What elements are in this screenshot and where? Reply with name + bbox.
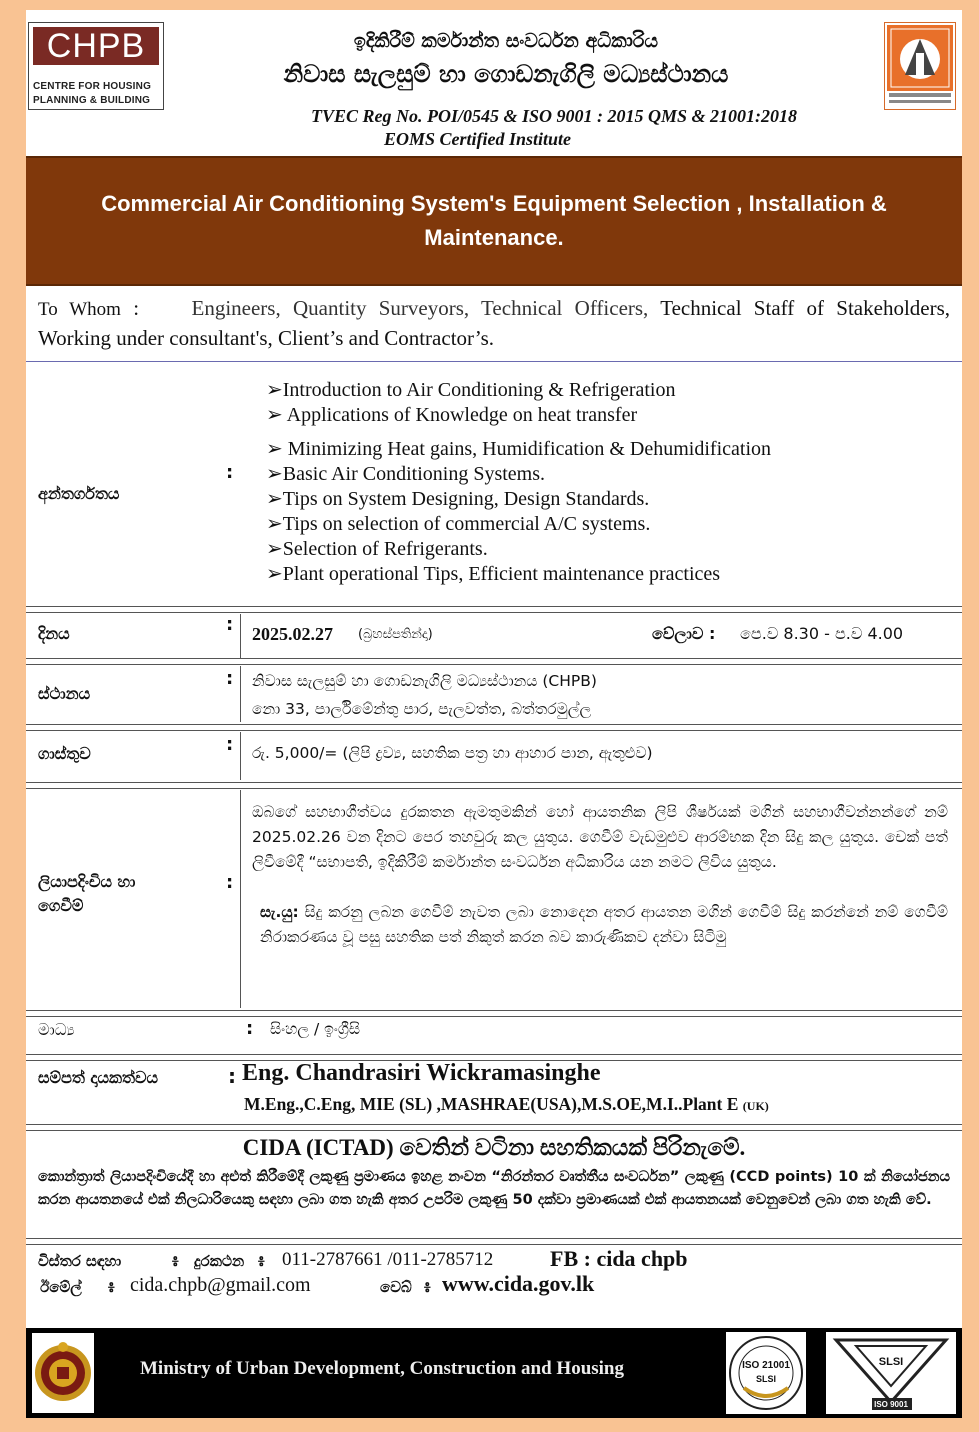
list-item: ➢Plant operational Tips, Efficient maintenance practices [266,563,721,585]
resource-quals-suffix: (UK) [742,1099,769,1113]
phone-label: දුරකථන [194,1252,245,1270]
cida-logo-icon [885,23,955,109]
date-label: දිනය [38,624,70,643]
resource-label: සම්පත් දායකත්වය [38,1068,159,1087]
divider [26,730,962,731]
national-emblem [32,1333,94,1413]
email-value: cida.chpb@gmail.com [130,1274,311,1296]
course-title-line-1: Commercial Air Conditioning System's Equipment Selection , Installation & [101,191,887,216]
audience-colon: : [133,296,140,320]
column-divider [240,790,241,1008]
centre-name: නිවාස සැලසුම් හා ගොඩනැගිලි මධ්‍යස්ථානය [283,60,729,88]
divider [26,1016,962,1017]
contact-separator: ៖ [172,1254,179,1270]
registration-text [252,800,948,875]
audience-text-1: Engineers, Quantity Surveyors, Technical Officers, [191,296,649,320]
registration-label-1: ලියාපදිංචිය හා [38,872,136,891]
list-item: ➢ Applications of Knowledge on heat transfer [266,404,638,426]
fee-label: ගාස්තුව [38,744,91,763]
resource-name: Eng. Chandrasiri Wickramasinghe [242,1060,601,1086]
slsi-text: SLSI [878,1356,904,1368]
column-divider [240,614,241,658]
divider [26,612,962,613]
web-value: www.cida.gov.lk [442,1271,595,1296]
authority-name: ඉදිකිරීම් කර්මාන්ත සංවර්ධන අධිකාරිය [353,30,659,52]
date-day: (බ්‍රහස්පතින්දා) [358,627,433,642]
iso-21001-text: ISO 21001 [742,1360,790,1371]
chpb-logo-sub2: PLANNING & BUILDING [33,95,151,106]
audience-section [38,294,950,352]
medium-value: සිංහල / ඉංග්‍රීසි [270,1020,361,1038]
venue-label: ස්ථානය [38,684,91,703]
contact-separator: ៖ [424,1280,431,1296]
medium-label: මාධ්‍ය [38,1020,75,1039]
ministry-name: Ministry of Urban Development, Construction and Housing [140,1358,624,1379]
contents-label: අන්තර්ගතය [38,484,120,503]
facebook-info: FB : cida chpb [550,1246,688,1271]
web-label: වෙබ් [380,1278,412,1296]
details-label: විස්තර සඳහා [38,1252,122,1270]
venue-colon: : [226,668,234,689]
time-value: පෙ.ව 8.30 - ප.ව 4.00 [740,624,904,643]
time-label: වේලාව : [652,624,716,643]
registration-label-2: ගෙවීම් [38,896,84,915]
resource-quals-text: M.Eng.,C.Eng, MIE (SL) ,MASHRAE(USA),M.S.OE,M.I..Plant E [244,1094,739,1114]
chpb-logo-text: CHPB [33,27,159,65]
column-divider [240,732,241,780]
fee-value: රු. 5,000/= (ලිපි ද්‍රව්‍ය, සහතික පත්‍ර හා ආහාර පාන, ඇතුළුව) [252,744,653,762]
audience-text-2: Technical Staff of Stakeholders, Working under consultant's, Client’s and Contractor’s. [38,296,951,350]
national-emblem-icon [32,1333,94,1413]
venue-line-2: නො 33, පාර්ලිමේන්තු පාර, පැලවත්ත, බත්තරමුල්ල [252,700,592,718]
divider [26,788,962,789]
registration-para-1: ඔබගේ සහභාගීත්වය දුරකතන ඇමතුමකින් හෝ ආයතනික ලිපි ශීර්ෂයක් මගින් සහභාගීවන්නන්ගේ නම් 2025.02.26 වන දිනට පෙර තහවුරු කල යුතුය. ගෙවීම් වැඩමුළුව ආරම්භක දින සිදු කල යුතුය. චෙක් පත් ලිවීමේදී “සභාපති, ඉදිකිරීම් කර්මාන්ත සංවර්ධන අධිකාරිය යන නමට ලිවිය යුතුය. [252,803,948,871]
list-item: ➢Tips on System Designing, Design Standards. [266,488,650,510]
iso-21001-icon [726,1332,806,1414]
divider [26,1238,962,1239]
divider [26,724,962,725]
registration-colon: : [226,872,234,893]
slsi-sub: ISO 9001 [874,1400,908,1409]
iso-21001-logo [726,1332,806,1414]
registration-para-2: සිදු කරනු ලබන ගෙවීම් නැවත ලබා නොදෙන අතර ආයතන මගින් ගෙවීම් සිදු කරන්නේ නම් ගෙවීම් නිරාකරණය වූ පසු සහතික පත් නිකුත් කරන බව කාරුණිකව දන්වා සිටිමු [260,903,948,946]
list-item: ➢Basic Air Conditioning Systems. [266,463,545,485]
divider [26,1054,962,1055]
flyer-page [26,10,962,1418]
registration-note [252,900,948,950]
divider [26,658,962,659]
resource-quals [244,1094,769,1115]
audience-label: To Whom [38,299,121,320]
resource-colon: : [228,1064,236,1088]
iso-21001-sub: SLSI [755,1374,776,1384]
divider [26,1010,962,1011]
footer-bar [26,1328,962,1418]
registration-line-2: EOMS Certified Institute [384,129,572,149]
list-item: ➢Selection of Refrigerants. [266,538,488,560]
venue-line-1: නිවාස සැලසුම් හා ගොඩනැගිලි මධ්‍යස්ථානය (CHPB) [252,672,597,690]
contact-separator: ៖ [258,1254,265,1270]
certificate-body: කොන්ත්‍රාත් ලියාපදිංචියේදී හා අළුත් කිරීමේදී ලකුණු ප්‍රමාණය ඉහළ නංවන “නිරන්තර වෘත්තීය සංවර්ධන” ලකුණු (CCD points) 10 ක් නියෝජනය කරන ආයතනයේ එක් නිලධාරියෙකු සඳහා ලබා ගත හැකි අතර උපරිම ලකුණු 50 දක්වා ප්‍රමාණයක් එක් ආයතනයක් වෙනුවෙන් ලබා ගත හැකි වේ. [38,1169,950,1208]
note-label: සැ.යු: [260,903,299,921]
date-value: 2025.02.27 [252,624,333,644]
contents-list [266,378,771,587]
divider [26,664,962,665]
chpb-logo [28,22,164,110]
divider [26,1124,962,1125]
chpb-logo-sub1: CENTRE FOR HOUSING [33,81,152,92]
contact-separator: ៖ [108,1280,115,1296]
course-title-banner [26,156,962,286]
divider [26,606,962,607]
medium-colon: : [246,1018,254,1039]
divider [26,1130,962,1131]
date-colon: : [226,614,234,635]
phone-value: 011-2787661 /011-2785712 [282,1249,494,1270]
list-item: ➢Tips on selection of commercial A/C systems. [266,513,651,535]
slsi-iso-9001-logo [826,1332,956,1414]
list-item: ➢ Minimizing Heat gains, Humidification & Dehumidification [266,438,771,460]
cida-logo [884,22,956,110]
registration-line-1: TVEC Reg No. POI/0545 & ISO 9001 : 2015 QMS & 21001:2018 [311,106,798,126]
list-item: ➢Introduction to Air Conditioning & Refrigeration [266,379,676,401]
divider [26,361,962,362]
course-title-line-2: Maintenance. [424,225,564,250]
divider [26,1244,962,1245]
certificate-title: CIDA (ICTAD) වෙතින් වටිනා සහතිකයක් පිරිනැමේ. [242,1135,746,1160]
divider [26,782,962,783]
column-divider [240,666,241,722]
contents-colon: : [226,462,234,483]
fee-colon: : [226,734,234,755]
email-label: ඊමේල් [40,1278,82,1296]
